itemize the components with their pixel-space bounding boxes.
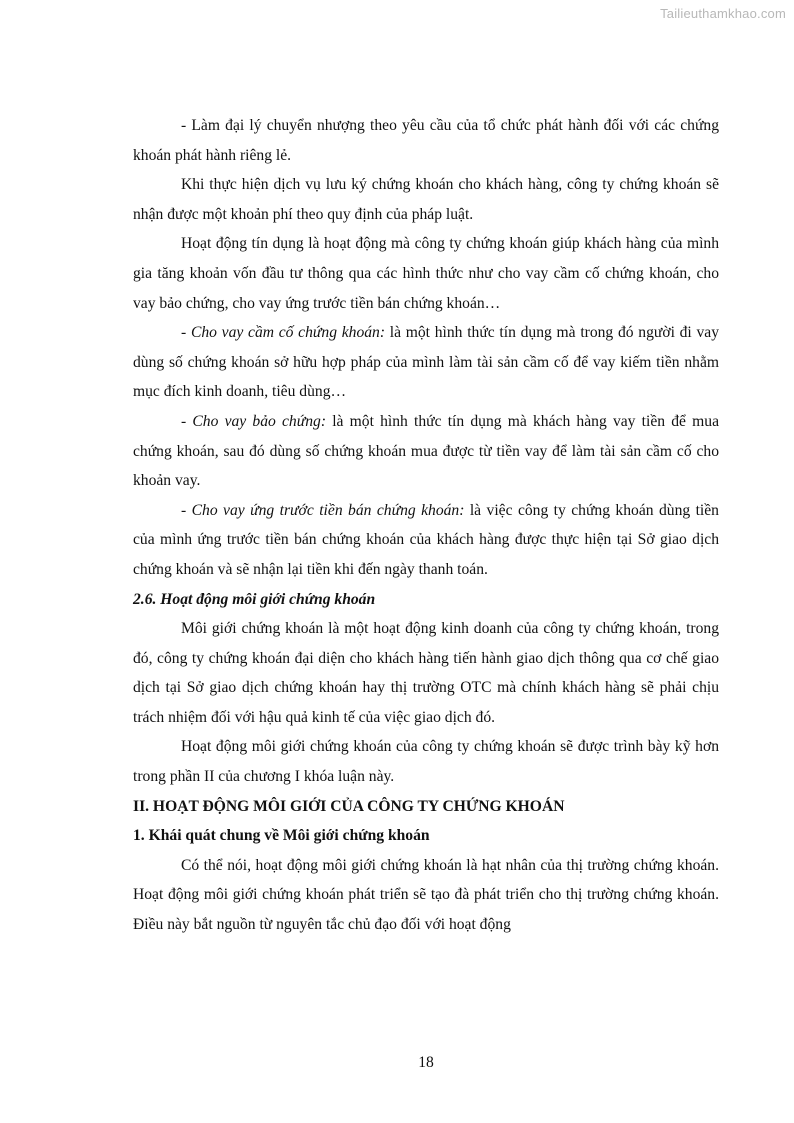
watermark-text: Tailieuthamkhao.com — [660, 6, 786, 21]
term-margin-loan: Cho vay bảo chứng: — [192, 412, 327, 430]
page-number: 18 — [418, 1054, 434, 1071]
paragraph-pledge-loan: - Cho vay cầm cố chứng khoán: là một hình thức tín dụng mà trong đó người đi vay dùng số chứng khoán sở hữu hợp pháp của mình làm tài sản cầm cố để vay kiếm tiền nhằm mục đích kinh doanh, tiêu dùng… — [133, 324, 720, 401]
heading-1-overview: 1. Khái quát chung về Môi giới chứng khoán — [133, 827, 430, 845]
paragraph-brokerage-core: Có thể nói, hoạt động môi giới chứng khoán là hạt nhân của thị trường chứng khoán. Hoạt động môi giới chứng khoán phát triển sẽ tạo đà phát triển cho thị trường chứng khoán. Điều này bắt nguồn từ nguyên tắc chủ đạo đối với hoạt động — [133, 856, 719, 934]
paragraph-advance-loan: - Cho vay ứng trước tiền bán chứng khoán: là việc công ty chứng khoán dùng tiền của mình ứng trước tiền bán chứng khoán của khách hàng được thực hiện tại Sở giao dịch chứng khoán và sẽ nhận lại tiền khi đến ngày thanh toán. — [133, 501, 719, 578]
paragraph-custody-fee: Khi thực hiện dịch vụ lưu ký chứng khoán cho khách hàng, công ty chứng khoán sẽ nhận được một khoản phí theo quy định của pháp luật. — [133, 176, 719, 223]
heading-2-6: 2.6. Hoạt động môi giới chứng khoán — [133, 590, 376, 608]
paragraph-transfer-agent: - Làm đại lý chuyển nhượng theo yêu cầu của tổ chức phát hành đối với các chứng khoán phát hành riêng lẻ. — [133, 117, 719, 164]
term-pledge-loan: Cho vay cầm cố chứng khoán: — [190, 324, 386, 342]
heading-section-II: II. HOẠT ĐỘNG MÔI GIỚI CỦA CÔNG TY CHỨNG KHOÁN — [133, 797, 565, 815]
term-advance-loan: Cho vay ứng trước tiền bán chứng khoán: — [191, 501, 465, 519]
paragraph-margin-loan: - Cho vay bảo chứng: là một hình thức tín dụng mà khách hàng vay tiền để mua chứng khoán, sau đó dùng số chứng khoán mua được từ tiền vay để làm tài sản cầm cố cho khoản vay. — [133, 412, 719, 490]
paragraph-brokerage-reference: Hoạt động môi giới chứng khoán của công ty chứng khoán sẽ được trình bày kỹ hơn trong phần II của chương I khóa luận này. — [133, 738, 719, 786]
paragraph-credit-activity: Hoạt động tín dụng là hoạt động mà công ty chứng khoán giúp khách hàng của mình gia tăng khoản vốn đầu tư thông qua các hình thức như cho vay cầm cố chứng khoán, cho vay bảo chứng, cho vay ứng trước tiền bán chứng khoán… — [133, 235, 719, 312]
paragraph-brokerage-definition: Môi giới chứng khoán là một hoạt động kinh doanh của công ty chứng khoán, trong đó, công ty chứng khoán đại diện cho khách hàng tiến hành giao dịch thông qua cơ chế giao dịch tại Sở giao dịch chứng khoán hay thị trường OTC mà chính khách hàng sẽ phải chịu trách nhiệm đối với hậu quả kinh tế của việc giao dịch đó. — [133, 620, 719, 726]
page-body — [133, 111, 719, 940]
